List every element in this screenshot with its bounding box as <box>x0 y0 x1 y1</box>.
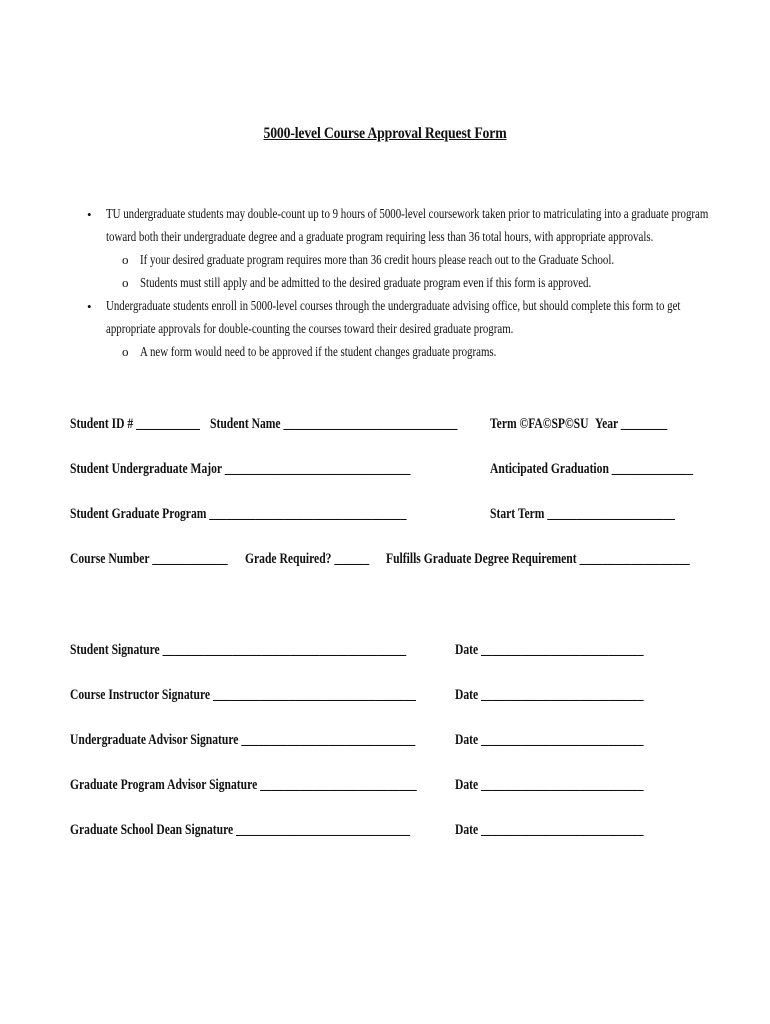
sub-bullet-glyph: o <box>122 344 129 359</box>
instructor-signature-date[interactable]: Date ____________________________ <box>455 687 644 703</box>
sub-bullet-glyph: o <box>122 252 129 267</box>
student-signature-date[interactable]: Date ____________________________ <box>455 642 644 658</box>
graduate-program-field[interactable]: Student Graduate Program __________________________________ <box>70 506 407 522</box>
bullet-glyph: • <box>87 299 92 314</box>
grad-advisor-signature-field[interactable]: Graduate Program Advisor Signature ___________________________ <box>70 777 417 793</box>
dean-signature-field[interactable]: Graduate School Dean Signature ______________________________ <box>70 822 411 838</box>
bullet-2-sub-1: A new form would need to be approved if the student changes graduate programs. <box>140 344 497 359</box>
course-number-field[interactable]: Course Number _____________ <box>70 551 228 567</box>
bullet-2-line-2: appropriate approvals for double-counting the courses toward their desired graduate program. <box>106 321 514 336</box>
bullet-1-line-2: toward both their undergraduate degree and a graduate program requiring less than 36 total hours, with appropriate approvals. <box>106 229 654 244</box>
bullet-2-line-1: Undergraduate students enroll in 5000-level courses through the undergraduate advising office, but should complete this form to get <box>106 298 681 313</box>
anticipated-graduation-field[interactable]: Anticipated Graduation ______________ <box>490 461 694 477</box>
ug-advisor-signature-field[interactable]: Undergraduate Advisor Signature ______________________________ <box>70 732 416 748</box>
bullet-glyph: • <box>87 207 92 222</box>
dean-signature-date[interactable]: Date ____________________________ <box>455 822 644 838</box>
grade-required-field[interactable]: Grade Required? ______ <box>245 551 370 567</box>
form-title: 5000-level Course Approval Request Form <box>263 125 507 142</box>
student-signature-field[interactable]: Student Signature __________________________________________ <box>70 642 407 658</box>
year-field[interactable]: Year ________ <box>595 416 668 432</box>
student-name-field[interactable]: Student Name ______________________________ <box>210 416 458 432</box>
sub-bullet-glyph: o <box>122 275 129 290</box>
bullet-1-sub-1: If your desired graduate program requires more than 36 credit hours please reach out to the Graduate School. <box>140 252 615 267</box>
fulfills-requirement-field[interactable]: Fulfills Graduate Degree Requirement ___________________ <box>386 551 690 567</box>
grad-advisor-signature-date[interactable]: Date ____________________________ <box>455 777 644 793</box>
bullet-1-line-1: TU undergraduate students may double-count up to 9 hours of 5000-level coursework taken prior to matriculating into a graduate program <box>106 206 709 221</box>
instructor-signature-field[interactable]: Course Instructor Signature ___________________________________ <box>70 687 416 703</box>
term-checkboxes[interactable]: Term ©FA©SP©SU <box>490 416 589 432</box>
start-term-field[interactable]: Start Term ______________________ <box>490 506 675 522</box>
student-id-field[interactable]: Student ID # ___________ <box>70 416 200 432</box>
ug-advisor-signature-date[interactable]: Date ____________________________ <box>455 732 644 748</box>
undergraduate-major-field[interactable]: Student Undergraduate Major ________________________________ <box>70 461 411 477</box>
bullet-1-sub-2: Students must still apply and be admitted to the desired graduate program even if this form is approved. <box>140 275 592 290</box>
